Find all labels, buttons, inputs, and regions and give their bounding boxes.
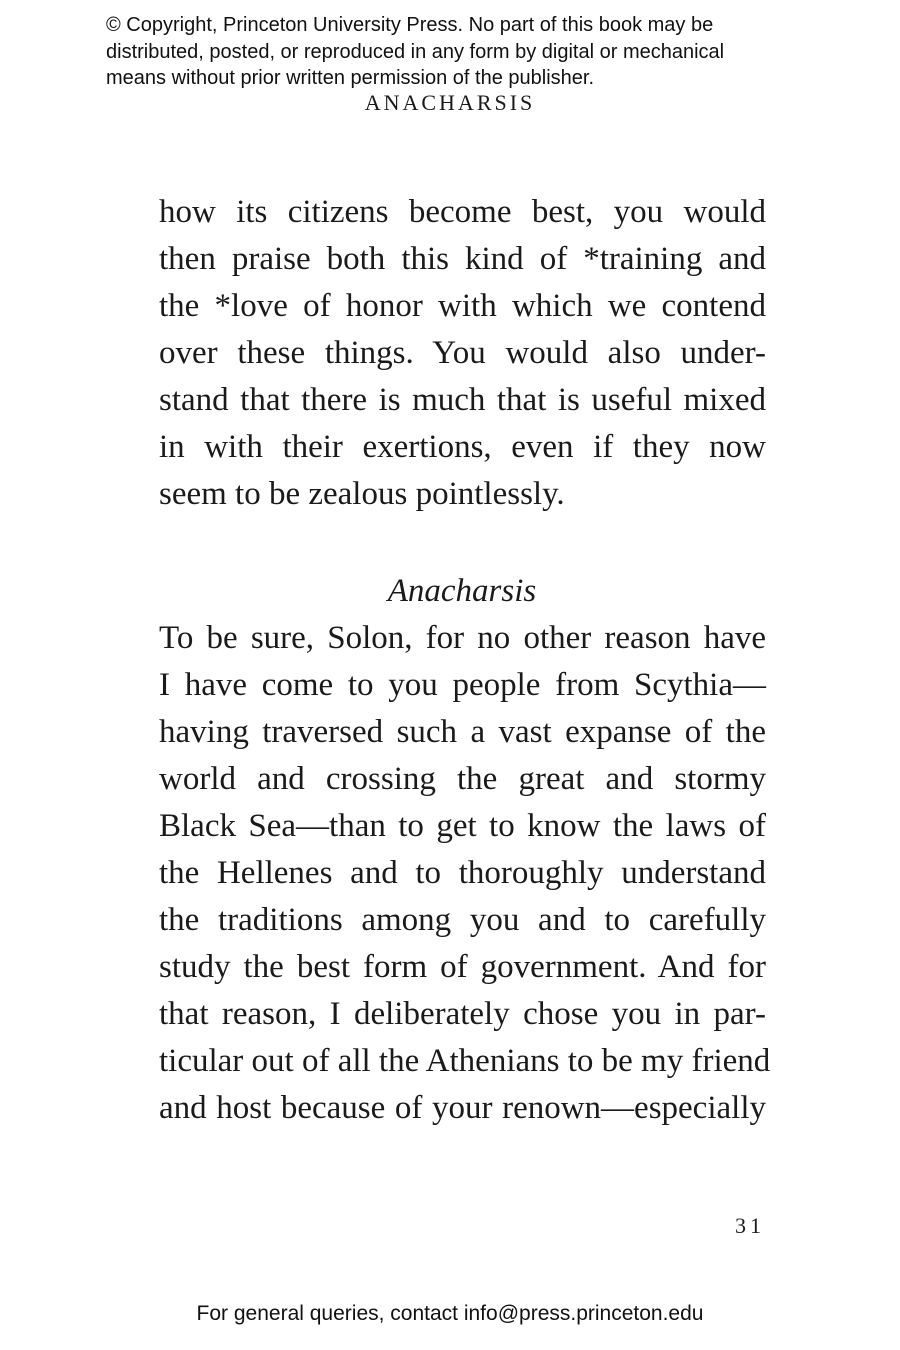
copyright-notice (106, 12, 826, 92)
text-line: I have come to you people from Scythia— (159, 667, 766, 703)
text-line: study the best form of government. And for (159, 949, 766, 985)
text-line: ticular out of all the Athenians to be my friend (159, 1043, 771, 1079)
text-line: world and crossing the great and stormy (159, 761, 766, 797)
speaker-heading: Anacharsis (387, 573, 537, 609)
page-number: 31 (735, 1213, 765, 1238)
copyright-line: © Copyright, Princeton University Press. No part of this book may be (106, 14, 714, 36)
text-line: having traversed such a vast expanse of the (159, 714, 766, 750)
text-line: Black Sea—than to get to know the laws of (159, 808, 766, 844)
copyright-line: means without prior written permission of the publisher. (106, 67, 595, 89)
text-line: the traditions among you and to carefully (159, 902, 766, 938)
running-head: ANACHARSIS (364, 90, 536, 115)
text-line: the *love of honor with which we contend (159, 288, 766, 324)
text-line: and host because of your renown—especially (159, 1090, 766, 1126)
text-line: in with their exertions, even if they now (159, 429, 766, 465)
paragraph-2 (159, 615, 771, 1132)
text-line: then praise both this kind of *training and (159, 241, 766, 277)
text-line: stand that there is much that is useful mixed (159, 382, 766, 418)
text-line: seem to be zealous pointlessly. (159, 476, 565, 512)
paragraph-1 (159, 189, 766, 518)
text-line: how its citizens become best, you would (159, 194, 766, 230)
copyright-line: distributed, posted, or reproduced in any form by digital or mechanical (106, 40, 725, 63)
footer-contact: For general queries, contact info@press.princeton.edu (196, 1302, 704, 1325)
text-line: the Hellenes and to thoroughly understand (159, 855, 766, 891)
text-line: over these things. You would also under- (159, 335, 766, 371)
text-line: that reason, I deliberately chose you in par- (159, 996, 766, 1032)
text-line: To be sure, Solon, for no other reason have (159, 620, 766, 656)
